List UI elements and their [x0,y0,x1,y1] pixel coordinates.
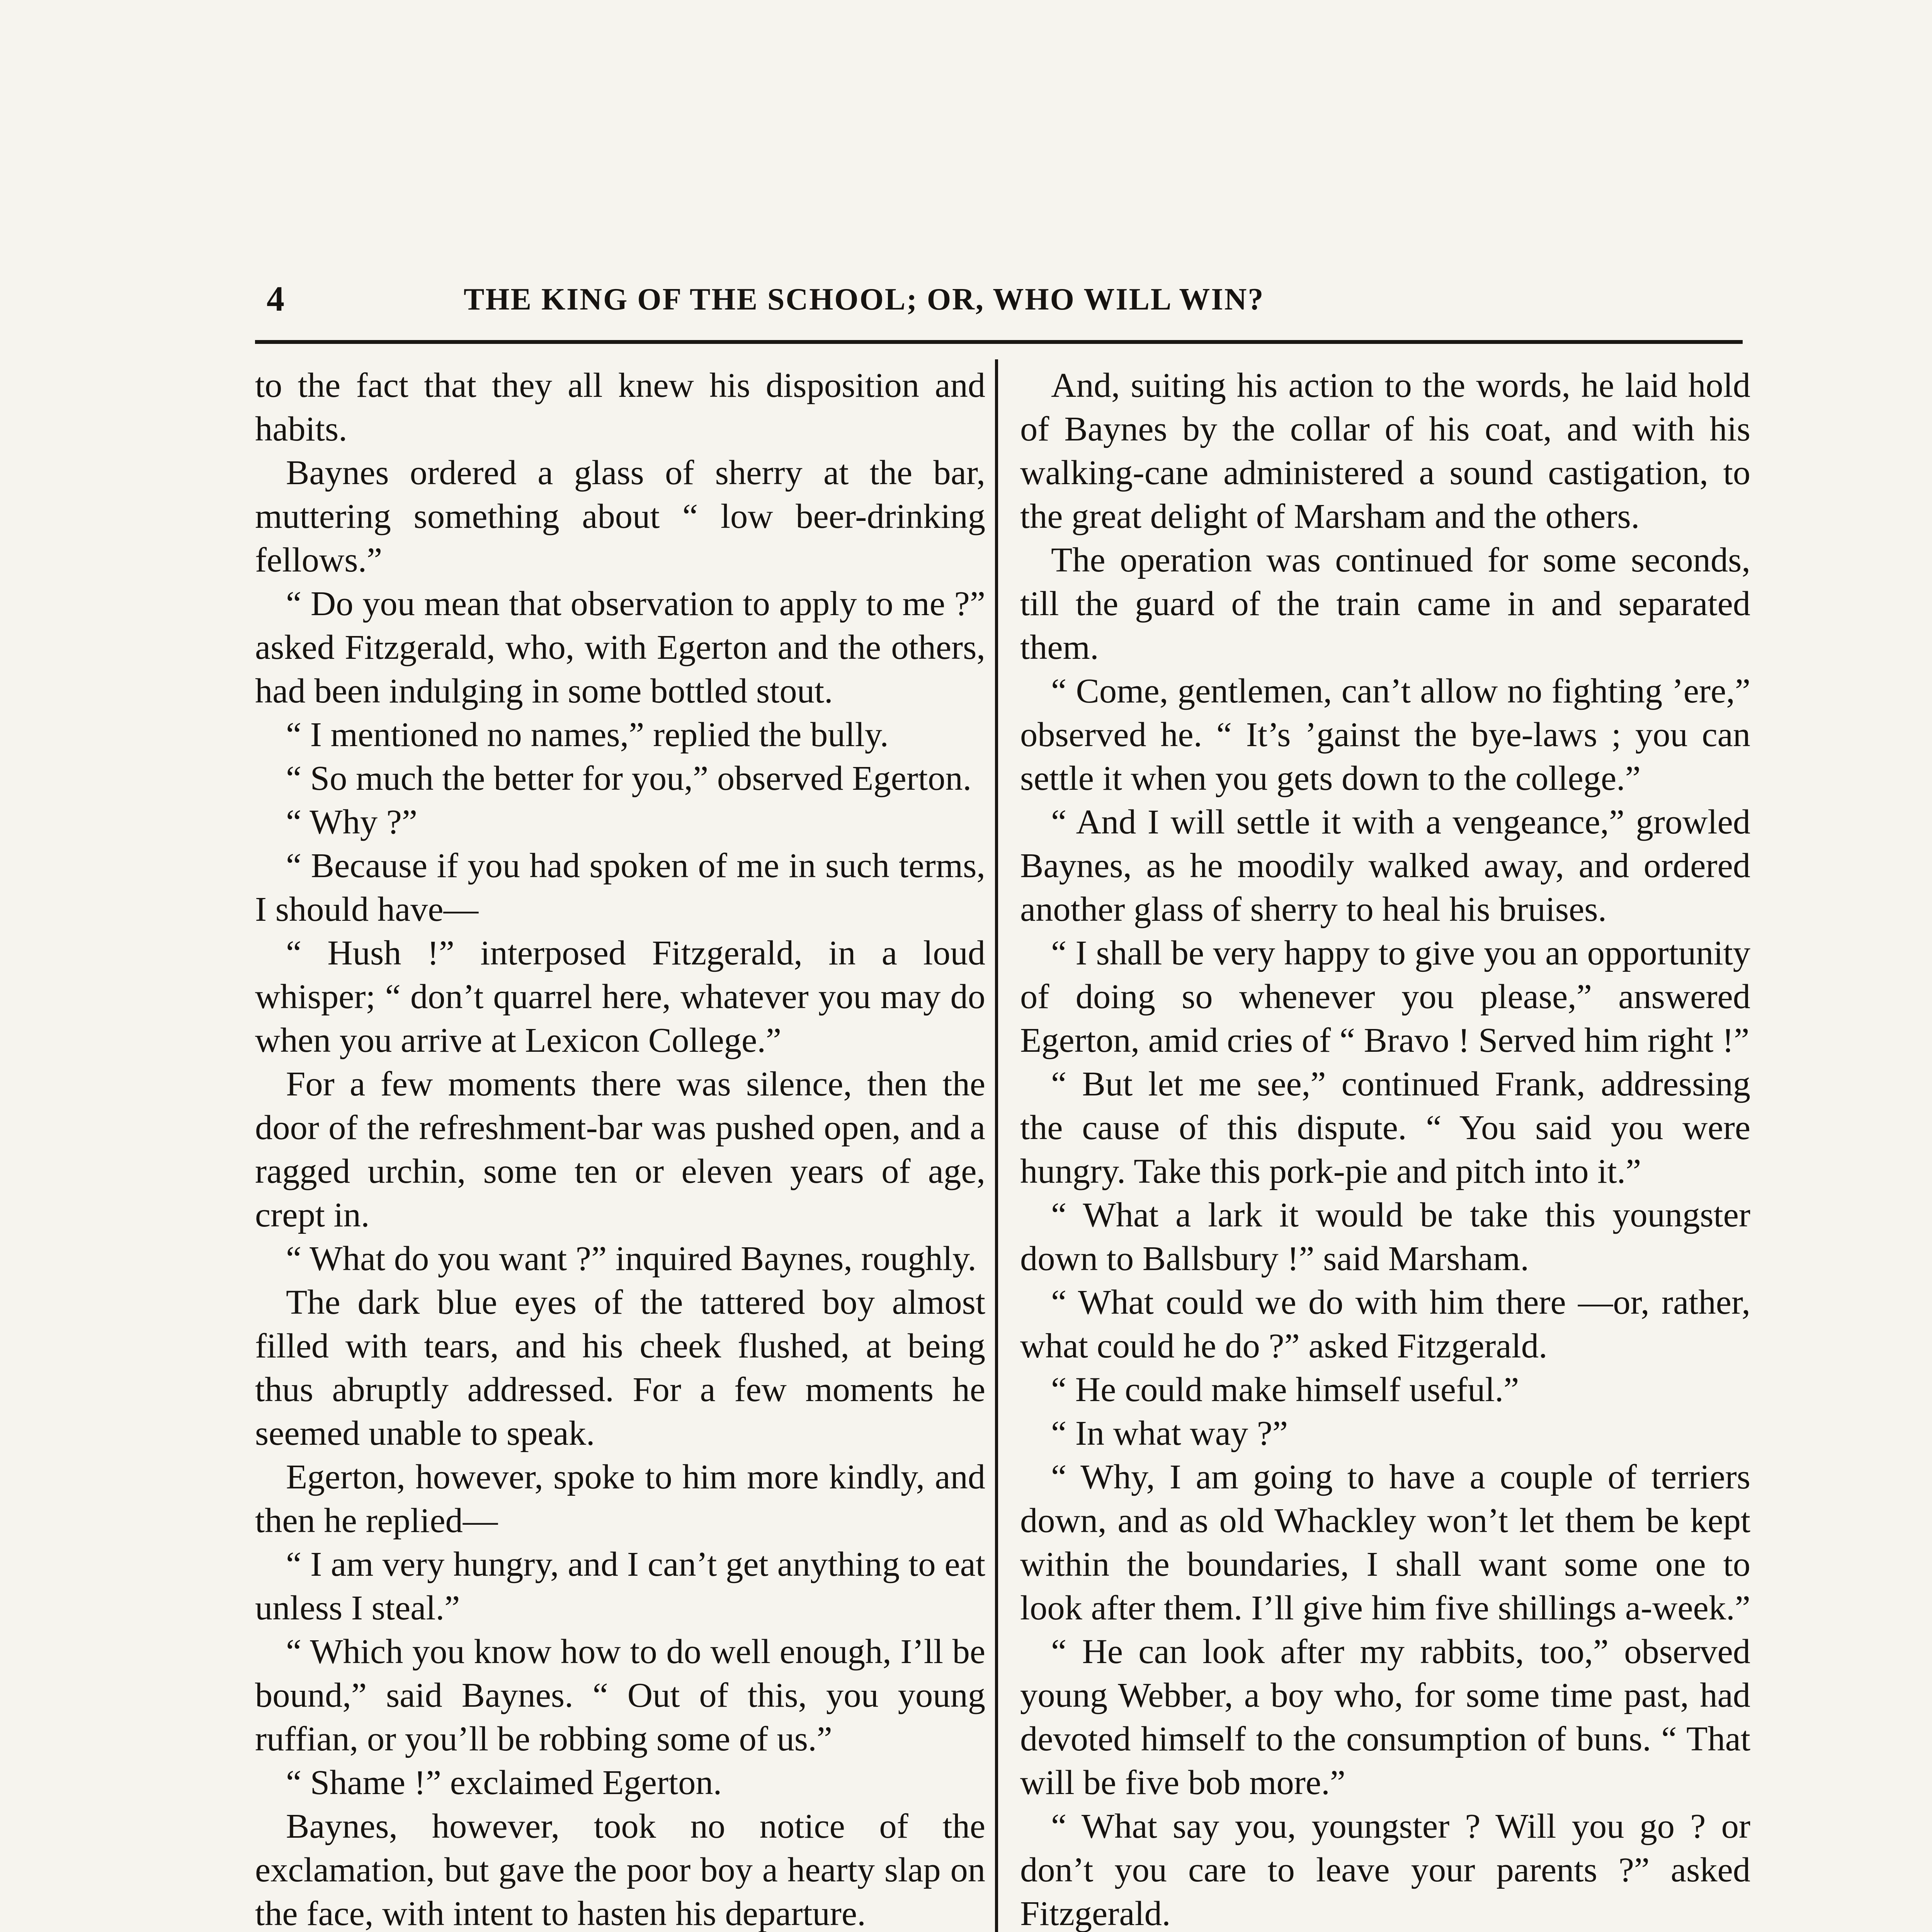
paragraph: “ I am very hungry, and I can’t get anything to eat unless I steal.” [255,1544,985,1627]
paragraph: And, suiting his action to the words, he laid hold of Baynes by the collar of his coat, and with his walking-cane administered a sound castigation, to the great delight of Marsham and the others. [1020,366,1750,536]
paragraph: “ Come, gentlemen, can’t allow no fighting ’ere,” observed he. “ It’s ’gainst the bye-laws ; you can settle it when you gets down to the college.” [1020,671,1750,798]
paragraph: “ What could we do with him there —or, rather, what could he do ?” asked Fitzgerald. [1020,1282,1750,1365]
paragraph: “ I shall be very happy to give you an opportunity of doing so whenever you please,” answered Egerton, amid cries of “ Bravo ! Served him right !” [1020,933,1750,1060]
paragraph: “ Because if you had spoken of me in such terms, I should have— [255,846,985,929]
paragraph: Baynes, however, took no notice of the exclamation, but gave the poor boy a hearty slap on the face, with intent to hasten his departure. [255,1806,985,1932]
paragraph: “ I mentioned no names,” replied the bully. [286,715,889,754]
paragraph: “ Why, I am going to have a couple of terriers down, and as old Whackley won’t let them be kept within the boundaries, I shall want some one to look after them. I’ll give him five shillings a-week.” [1020,1457,1750,1627]
paragraph: The operation was continued for some seconds, till the guard of the train came in and separated them. [1020,540,1750,667]
paragraph: “ In what way ?” [1051,1413,1288,1452]
header-rule [255,340,1743,344]
paragraph: “ What say you, youngster ? Will you go ? or don’t you care to leave your parents ?” asked Fitzgerald. [1020,1806,1750,1932]
paragraph: “ He can look after my rabbits, too,” observed young Webber, a boy who, for some time past, had devoted himself to the consumption of buns. “ That will be five bob more.” [1020,1632,1750,1802]
paragraph: “ Why ?” [286,802,418,841]
paragraph: “ So much the better for you,” observed Egerton. [286,759,972,798]
paragraph: For a few moments there was silence, then the door of the refreshment-bar was pushed open, and a ragged urchin, some ten or eleven years of age, crept in. [255,1064,985,1234]
paragraph: “ But let me see,” continued Frank, addressing the cause of this dispute. “ You said you were hungry. Take this pork-pie and pitch into it.” [1020,1064,1750,1190]
paragraph: “ Hush !” interposed Fitzgerald, in a loud whisper; “ don’t quarrel here, whatever you may do when you arrive at Lexicon College.” [255,933,985,1060]
running-head: THE KING OF THE SCHOOL; OR, WHO WILL WIN? [464,282,1265,316]
page-number: 4 [267,279,284,318]
left-column [255,363,985,1932]
paragraph: “ What do you want ?” inquired Baynes, roughly. [286,1239,976,1278]
paragraph: “ Which you know how to do well enough, I’ll be bound,” said Baynes. “ Out of this, you young ruffian, or you’ll be robbing some of us.” [255,1632,985,1758]
paragraph: “ Do you mean that observation to apply to me ?” asked Fitzgerald, who, with Egerton and the others, had been indulging in some bottled stout. [255,584,985,710]
paragraph: “ He could make himself useful.” [1051,1370,1519,1409]
paragraph: Egerton, however, spoke to him more kindly, and then he replied— [255,1457,985,1540]
paragraph: Baynes ordered a glass of sherry at the bar, muttering something about “ low beer-drinking fellows.” [255,453,985,579]
right-column [1020,363,1750,1932]
paragraph: “ What a lark it would be take this youngster down to Ballsbury !” said Marsham. [1020,1195,1750,1278]
paragraph: “ And I will settle it with a vengeance,” growled Baynes, as he moodily walked away, and ordered another glass of sherry to heal his bruises. [1020,802,1750,929]
column-divider [995,359,998,1932]
paragraph: The dark blue eyes of the tattered boy almost filled with tears, and his cheek flushed, at being thus abruptly addressed. For a few moments he seemed unable to speak. [255,1282,985,1452]
paragraph: to the fact that they all knew his disposition and habits. [255,366,985,448]
paragraph: “ Shame !” exclaimed Egerton. [286,1763,722,1802]
